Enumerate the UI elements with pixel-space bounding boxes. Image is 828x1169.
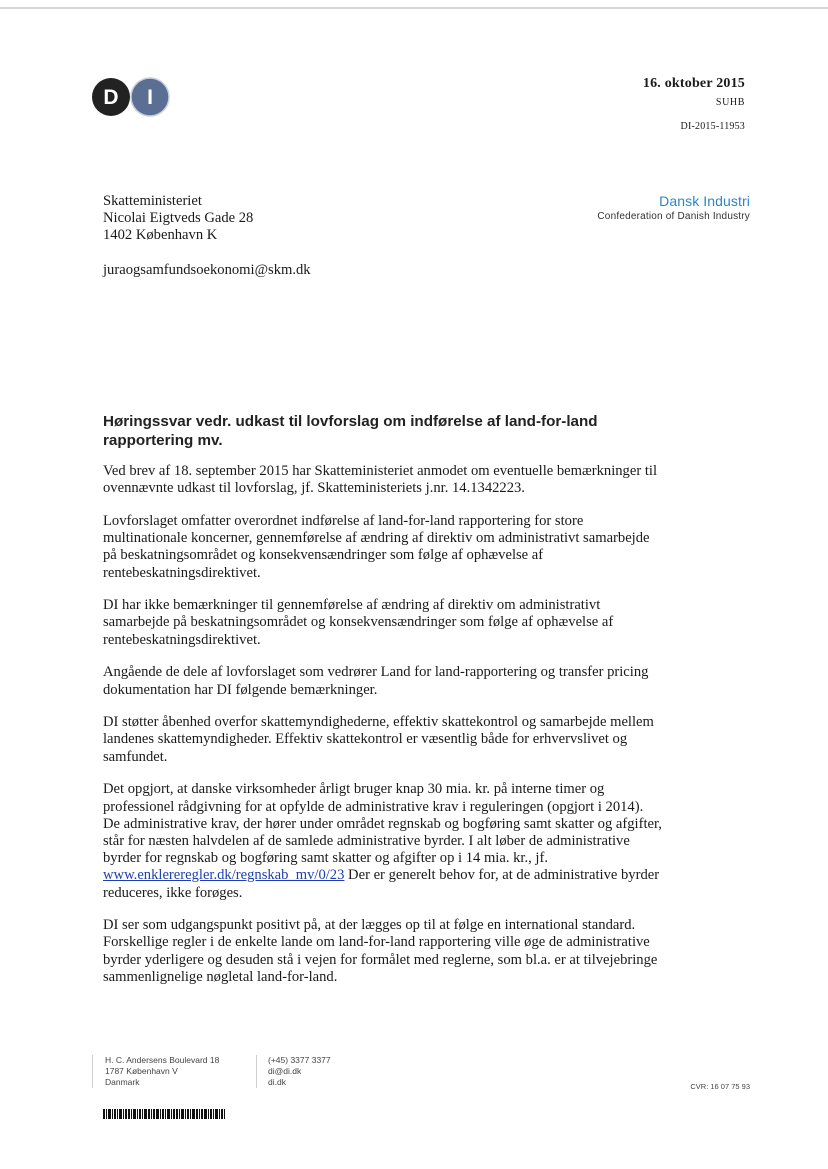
recipient-street: Nicolai Eigtveds Gade 28 [103, 210, 254, 226]
sender-organization [597, 193, 750, 222]
logo-d-letter: D [103, 86, 119, 109]
paragraph-6 [103, 781, 663, 901]
footer-country: Danmark [105, 1077, 140, 1087]
recipient-email: juraogsamfundsoekonomi@skm.dk [103, 262, 311, 278]
paragraph-7: DI ser som udgangspunkt positivt på, at der lægges op til at følge en international standard. Forskellige regler i de enkelte lande om land-for-land rapportering ville øge de administrative byrder yderligere og desuden stå i vejen for formålet med reglerne, som bl.a. er at tilvejebringe sammenlignelige nøgletal land-for-land. [103, 917, 658, 985]
footer-web: di.dk [268, 1077, 286, 1087]
barcode-graphic [103, 1109, 225, 1119]
di-logo [91, 75, 175, 119]
document-reference: DI-2015-11953 [680, 121, 745, 132]
letter-subject: Høringssvar vedr. udkast til lovforslag om indførelse af land-for-land rapportering mv. [103, 413, 598, 449]
sender-tagline: Confederation of Danish Industry [597, 211, 750, 222]
logo-i-letter: I [147, 86, 153, 109]
footer-cvr: CVR: 16 07 75 93 [690, 1082, 750, 1091]
paragraph-4: Angående de dele af lovforslaget som vedrører Land for land-rapportering og transfer pricing dokumentation har DI følgende bemærkninger. [103, 664, 649, 698]
footer-email: di@di.dk [268, 1066, 302, 1076]
paragraph-6-text-b: Der er generelt behov for, at de administrative byrder reduceres, ikke forøges. [103, 867, 660, 901]
scan-edge-line [0, 7, 828, 9]
footer-phone: (+45) 3377 3377 [268, 1055, 331, 1065]
paragraph-6-text-a: Det opgjort, at danske virksomheder årligt bruger knap 30 mia. kr. på interne timer og professionel rådgivning for at opfylde de administrative krav i reguleringen (opgjort i 2014). De administrative krav, der hører under området regnskab og bogføring samt skatter og afgifter, står for næsten halvdelen af de samlede administrative byrder. I alt løber de administrative byrder for regnskab og bogføring samt skatter og afgifter op i 14 mia. kr., jf. [103, 781, 662, 867]
recipient-name: Skatteministeriet [103, 193, 202, 209]
recipient-city: 1402 København K [103, 227, 218, 243]
footer-street: H. C. Andersens Boulevard 18 [105, 1055, 220, 1065]
footer-contact [256, 1055, 331, 1088]
document-barcode [103, 1106, 225, 1116]
recipient-address [103, 193, 253, 244]
letter-date: 16. oktober 2015 [642, 76, 745, 91]
paragraph-1: Ved brev af 18. september 2015 har Skatteministeriet anmodet om eventuelle bemærkninger til ovennævnte udkast til lovforslag, jf. Skatteministeriets j.nr. 14.1342223. [103, 463, 657, 497]
author-initials: SUHB [715, 97, 745, 108]
paragraph-5: DI støtter åbenhed overfor skattemyndighederne, effektiv skattekontrol og samarbejde mellem landenes skattemyndigheder. Effektiv skattekontrol er væsentlig både for erhvervslivet og samfundet. [103, 714, 654, 765]
footer-address [92, 1055, 219, 1088]
letter-body [103, 463, 663, 1002]
paragraph-2: Lovforslaget omfatter overordnet indførelse af land-for-land rapportering for store multinationale koncerner, gennemførelse af ændring af direktiv om administrativt samarbejde på beskatningsområdet og konsekvensændringer som følge af ophævelse af rentebeskatningsdirektivet. [103, 512, 650, 581]
sender-name: Dansk Industri [659, 193, 750, 209]
enklereregler-link[interactable]: www.enklereregler.dk/regnskab_mv/0/23 [103, 867, 345, 884]
footer-city: 1787 København V [105, 1066, 178, 1076]
paragraph-3: DI har ikke bemærkninger til gennemførelse af ændring af direktiv om administrativt samarbejde på beskatningsområdet og konsekvensændringer som følge af ophævelse af rentebeskatningsdirektivet. [103, 597, 614, 648]
